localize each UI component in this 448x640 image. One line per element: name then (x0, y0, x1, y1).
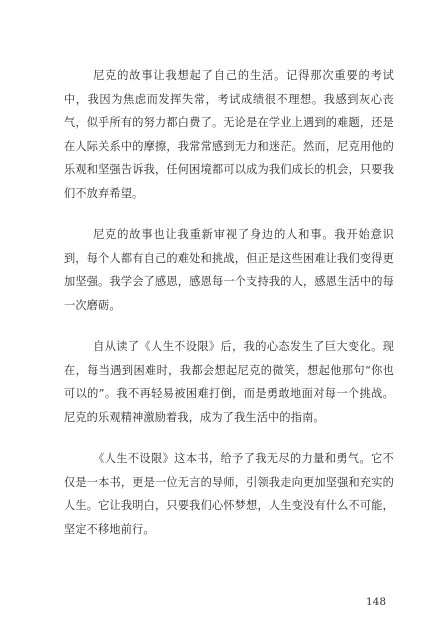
paragraph-2: 尼克的故事也让我重新审视了身边的人和事。我开始意识到，每个人都有自己的难处和挑战，但正是这些困难让我们变得更加坚强。我学会了感恩，感恩每一个支持我的人，感恩生活中的每一次磨砺。 (64, 228, 394, 312)
body-text (64, 64, 394, 559)
paragraph-3: 自从读了《人生不设限》后，我的心态发生了巨大变化。现在，每当遇到困难时，我都会想起尼克的微笑，想起他那句“你也可以的”。我不再轻易被困难打倒，而是勇敢地面对每一个挑战。尼克的乐观精神激励着我，成为了我生活中的指南。 (64, 340, 394, 424)
page-number: 148 (366, 596, 387, 608)
paragraph-1: 尼克的故事让我想起了自己的生活。记得那次重要的考试中，我因为焦虑而发挥失常，考试成绩很不理想。我感到灰心丧气，似乎所有的努力都白费了。无论是在学业上遇到的难题，还是在人际关系中的摩擦，我常常感到无力和迷茫。然而，尼克用他的乐观和坚强告诉我，任何困境都可以成为我们成长的机会，只要我们不放弃希望。 (64, 69, 394, 200)
paragraph-4: 《人生不设限》这本书，给予了我无尽的力量和勇气。它不仅是一本书，更是一位无言的导师，引领我走向更加坚强和充实的人生。它让我明白，只要我们心怀梦想，人生变没有什么不可能，坚定不移地前行。 (64, 452, 394, 536)
